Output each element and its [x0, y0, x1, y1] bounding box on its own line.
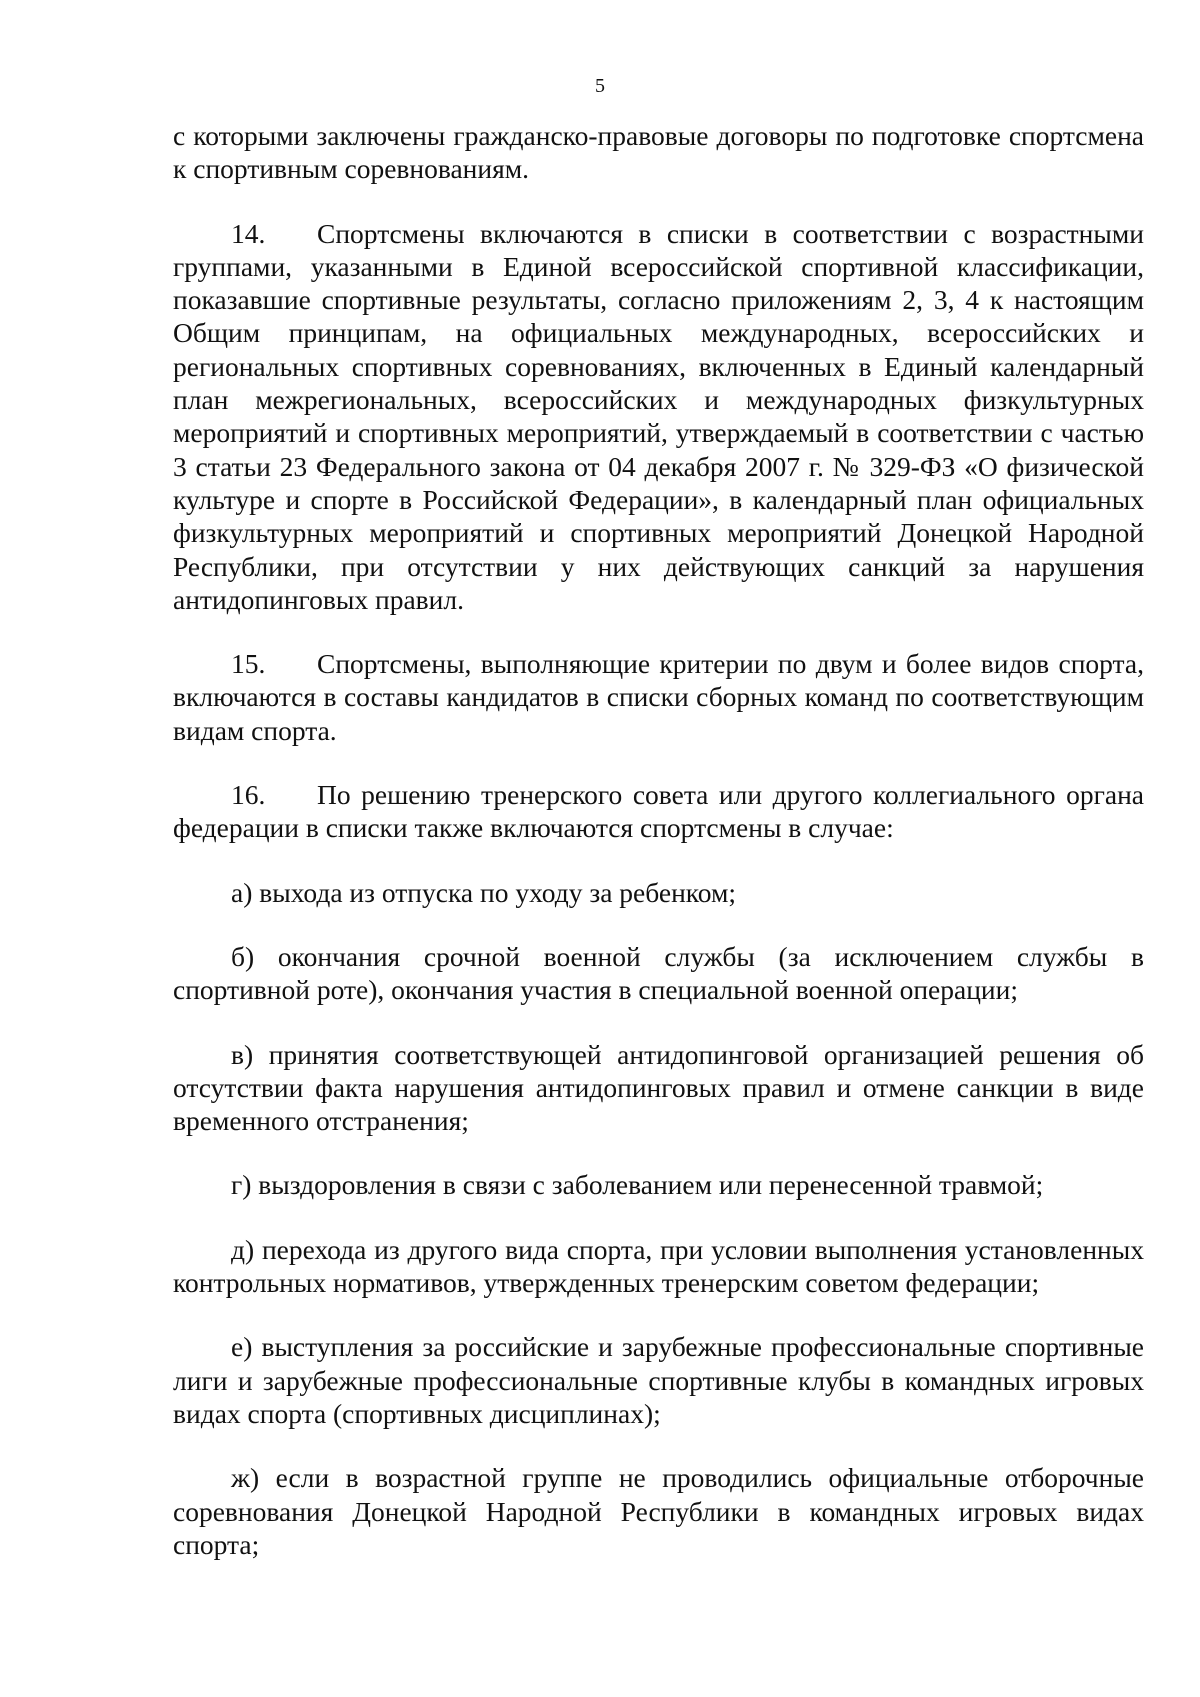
subitem-a: [173, 876, 1144, 909]
paragraph-text: Спортсмены, выполняющие критерии по двум и более видов спорта, включаются в составы кандидатов в списки сборных команд по соответствующим видам спорта.: [173, 648, 1144, 746]
paragraph-item-16: [173, 778, 1144, 845]
paragraph-text: с которыми заключены гражданско-правовые договоры по подготовке спортсмена к спортивным соревнованиям.: [173, 120, 1144, 185]
item-number: 16.: [231, 779, 266, 811]
item-number: 15.: [231, 648, 266, 680]
paragraph-text: ж) если в возрастной группе не проводились официальные отборочные соревнования Донецкой Народной Республики в командных игровых видах спорта;: [173, 1462, 1144, 1560]
paragraph-text: Спортсмены включаются в списки в соответствии с возрастными группами, указанными в Единой всероссийской спортивной классификации, показавшие спортивные результаты, согласно приложениям 2, 3, 4 к настоящим Общим принципам, на официальных международных, всероссийских и региональных спортивных соревнованиях, включенных в Единый календарный план межрегиональных, всероссийских и международных физкультурных мероприятий и спортивных мероприятий, утверждаемый в соответствии с частью 3 статьи 23 Федерального закона от 04 декабря 2007 г. № 329-ФЗ «О физической культуре и спорте в Российской Федерации», в календарный план официальных физкультурных мероприятий и спортивных мероприятий Донецкой Народной Республики, при отсутствии у них действующих санкций за нарушения антидопинговых правил.: [173, 217, 1144, 615]
subitem-d: [173, 1233, 1144, 1300]
paragraph-text: г) выздоровления в связи с заболеванием или перенесенной травмой;: [231, 1169, 1044, 1201]
paragraph-text: По решению тренерского совета или другого коллегиального органа федерации в списки также включаются спортсмены в случае:: [173, 779, 1144, 844]
item-number: 14.: [231, 217, 266, 249]
paragraph-continuation: [173, 119, 1144, 186]
subitem-e: [173, 1330, 1144, 1430]
subitem-zh: [173, 1461, 1144, 1561]
paragraph-text: д) перехода из другого вида спорта, при условии выполнения установленных контрольных нормативов, утвержденных тренерским советом федерации;: [173, 1233, 1144, 1299]
page-number: 5: [595, 75, 605, 97]
paragraph-item-15: [173, 647, 1144, 747]
paragraph-item-14: [173, 217, 1144, 617]
subitem-b: [173, 940, 1144, 1007]
subitem-v: [173, 1038, 1144, 1138]
paragraph-text: а) выхода из отпуска по уходу за ребенком;: [231, 876, 737, 908]
paragraph-text: в) принятия соответствующей антидопинговой организацией решения об отсутствии факта нарушения антидопинговых правил и отмене санкции в виде временного отстранения;: [173, 1038, 1144, 1137]
document-body: [173, 119, 1144, 1592]
paragraph-text: е) выступления за российские и зарубежные профессиональные спортивные лиги и зарубежные профессиональные спортивные клубы в командных игровых видах спорта (спортивных дисциплинах);: [173, 1331, 1144, 1429]
paragraph-text: б) окончания срочной военной службы (за исключением службы в спортивной роте), окончания участия в специальной военной операции;: [173, 940, 1144, 1006]
subitem-g: [173, 1168, 1144, 1201]
